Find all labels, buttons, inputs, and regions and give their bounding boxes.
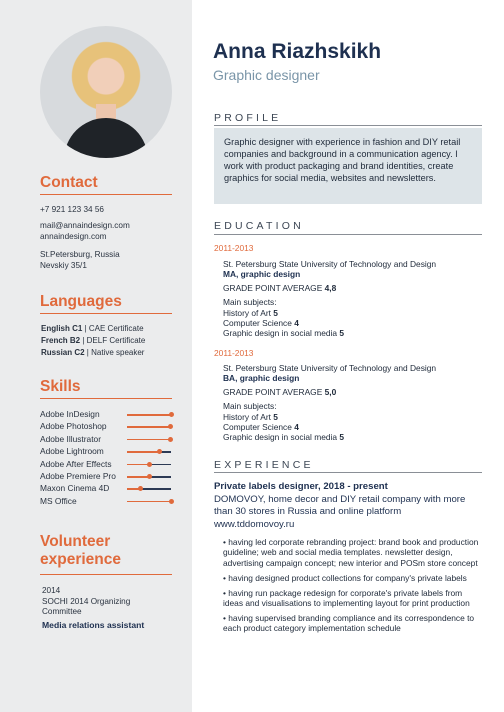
profile-divider — [214, 125, 482, 126]
volunteer-event-line2: Committee — [42, 607, 82, 616]
subject-name: Graphic design in social media — [223, 432, 340, 443]
subject-grade: 4 — [294, 318, 299, 329]
language-cert: | Native speaker — [84, 348, 145, 357]
subject-name: Graphic design in social media — [223, 328, 340, 339]
job-company-site: www.tddomovoy.ru — [214, 518, 295, 530]
contact-divider — [40, 194, 172, 195]
language-item — [41, 324, 144, 333]
skill-level-fill — [127, 439, 170, 441]
subjects-label: Main subjects: — [223, 401, 277, 412]
job-company-line2: than 30 stores in Russia and online platform — [214, 506, 402, 517]
contact-city: St.Petersburg, Russia — [40, 250, 120, 259]
skill-name: Adobe Photoshop — [40, 421, 107, 432]
skill-row — [40, 421, 174, 433]
job-entry — [214, 481, 482, 531]
skill-row — [40, 471, 174, 483]
education-degree: MA, graphic design — [223, 269, 301, 280]
skill-row — [40, 446, 174, 458]
experience-divider — [214, 472, 482, 473]
experience-heading: EXPERIENCE — [214, 459, 314, 471]
skill-level-dot — [169, 499, 174, 504]
job-title: Private labels designer, 2018 - present — [214, 481, 388, 492]
education-gpa — [223, 387, 436, 397]
job-bullet: • having designed product collections for company's private labels — [223, 572, 467, 583]
language-cert: | DELF Certificate — [80, 336, 146, 345]
skill-name: Adobe Illustrator — [40, 433, 101, 444]
profile-heading: PROFILE — [214, 112, 282, 124]
job-company-line1: DOMOVOY, home decor and DIY retail company with more — [214, 493, 466, 505]
skill-level-dot — [168, 437, 173, 442]
skill-level-fill — [127, 464, 149, 466]
subject-item — [223, 328, 436, 338]
volunteer-year: 2014 — [42, 586, 61, 595]
subject-grade: 4 — [294, 422, 299, 433]
skill-level-dot — [168, 424, 173, 429]
subject-grade: 5 — [273, 411, 278, 422]
contact-website: annaindesign.com — [40, 232, 107, 241]
skill-level-dot — [157, 449, 162, 454]
volunteer-role: Media relations assistant — [42, 620, 145, 630]
job-bullets — [223, 537, 481, 638]
language-level: French B2 — [41, 336, 81, 345]
skill-level-fill — [127, 414, 171, 416]
volunteer-divider — [40, 574, 172, 575]
education-divider — [214, 234, 482, 235]
subject-item — [223, 412, 436, 422]
education-entry — [223, 259, 436, 339]
gpa-value: 5,0 — [324, 387, 337, 398]
gpa-label: GRADE POINT AVERAGE — [223, 283, 325, 294]
candidate-title: Graphic designer — [213, 67, 320, 83]
skills-heading: Skills — [40, 378, 81, 395]
education-gpa — [223, 283, 436, 293]
education-degree: BA, graphic design — [223, 373, 300, 384]
gpa-value: 4,8 — [324, 283, 337, 294]
contact-street: Nevskiy 35/1 — [40, 261, 87, 270]
subject-name: History of Art — [223, 307, 274, 318]
skill-row — [40, 459, 174, 471]
volunteer-heading-line2: experience — [40, 551, 121, 568]
skill-level-dot — [138, 486, 143, 491]
subject-grade: 5 — [339, 328, 345, 339]
skill-row — [40, 434, 174, 446]
education-years: 2011-2013 — [214, 348, 254, 358]
job-bullet: • having supervised branding compliance and its correspondence to each product category implementation schedule — [223, 612, 475, 634]
language-cert: | CAE Certificate — [82, 324, 144, 333]
volunteer-heading — [40, 533, 121, 569]
subject-grade: 5 — [339, 432, 345, 443]
languages-divider — [40, 313, 172, 314]
job-bullet: • having run package redesign for corporate's private labels from ideas and visualisations to implementing layout for print production — [223, 587, 470, 609]
contact-email: mail@annaindesign.com — [40, 221, 130, 230]
skill-level-dot — [147, 462, 152, 467]
contact-heading: Contact — [40, 174, 98, 191]
skill-name: Adobe Lightroom — [40, 446, 104, 457]
language-item — [41, 348, 144, 357]
skill-level-fill — [127, 451, 160, 453]
skill-name: Adobe Premiere Pro — [40, 471, 116, 481]
skill-level-fill — [127, 501, 171, 503]
education-university: St. Petersburg State University of Technology and Design — [223, 363, 437, 373]
languages-heading: Languages — [40, 293, 122, 310]
language-level: English C1 — [41, 324, 83, 333]
language-level: Russian C2 — [41, 348, 85, 357]
profile-summary: Graphic designer with experience in fashion and DIY retail companies and background in a communication agency. I work with product packaging and brand identities, create graphics for social media, websites and newsletters. — [214, 128, 482, 204]
subject-name: Computer Science — [223, 422, 295, 433]
subject-grade: 5 — [273, 307, 278, 318]
volunteer-event-line1: SOCHI 2014 Organizing — [42, 597, 131, 606]
subject-item — [223, 318, 436, 328]
skill-row — [40, 409, 174, 421]
subjects-label: Main subjects: — [223, 297, 277, 308]
subject-name: History of Art — [223, 411, 274, 422]
language-item — [41, 336, 145, 345]
education-entry — [223, 363, 436, 443]
candidate-name: Anna Riazhskikh — [213, 40, 382, 63]
skills-divider — [40, 398, 172, 399]
skill-level-dot — [147, 474, 152, 479]
job-bullet: • having led corporate rebranding project: brand book and production guideline; web and social media templates. newsletter design, advertising campaign concept; new interior and POSm store concept — [223, 537, 479, 568]
volunteer-heading-line1: Volunteer — [40, 533, 111, 550]
education-heading: EDUCATION — [214, 220, 304, 232]
education-years: 2011-2013 — [214, 243, 254, 253]
contact-phone: +7 921 123 34 56 — [40, 205, 104, 214]
education-university: St. Petersburg State University of Technology and Design — [223, 259, 437, 269]
skill-row — [40, 496, 174, 508]
skill-name: MS Office — [40, 495, 77, 506]
profile-photo — [40, 26, 172, 158]
subject-item — [223, 422, 436, 432]
photo-torso — [64, 118, 148, 158]
skill-level-fill — [127, 426, 170, 428]
skill-name: Adobe After Effects — [40, 458, 112, 469]
subject-item — [223, 432, 436, 442]
skill-name: Adobe InDesign — [40, 409, 100, 419]
skill-level-dot — [169, 412, 174, 417]
subject-name: Computer Science — [223, 318, 295, 329]
skill-row — [40, 483, 174, 495]
subject-item — [223, 308, 436, 318]
gpa-label: GRADE POINT AVERAGE — [223, 387, 325, 398]
skill-name: Maxon Cinema 4D — [40, 483, 110, 494]
